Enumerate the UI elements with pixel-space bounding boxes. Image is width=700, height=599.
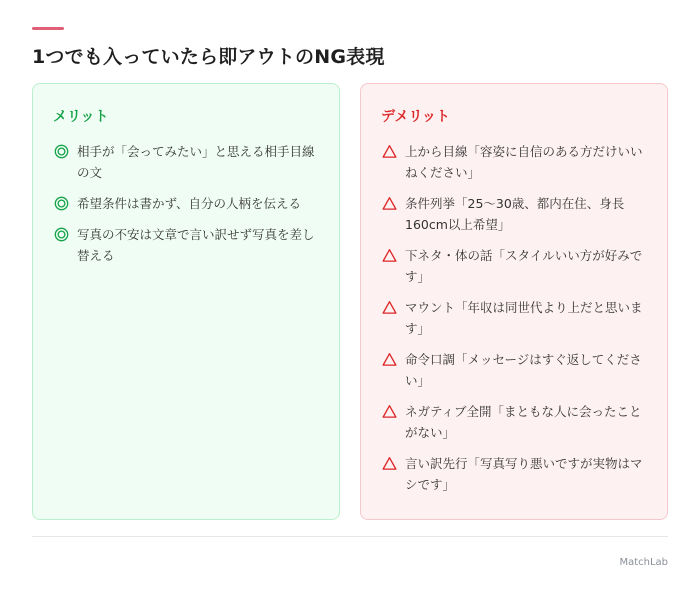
- footer-divider: [32, 536, 668, 537]
- demerit-item-text: ネガティブ全開「まともな人に会ったことがない」: [405, 404, 642, 440]
- merit-item-text: 希望条件は書かず、自分の人柄を伝える: [77, 196, 302, 211]
- demerit-item: [381, 245, 647, 287]
- demerit-item: [381, 349, 647, 391]
- double-circle-icon: [53, 224, 69, 245]
- demerit-item-text: 命令口調「メッセージはすぐ返してください」: [405, 352, 642, 388]
- triangle-warning-icon: [381, 297, 397, 318]
- triangle-warning-icon: [381, 245, 397, 266]
- title-accent-bar: [32, 27, 64, 30]
- double-circle-icon: [53, 141, 69, 162]
- demerit-panel: [360, 83, 668, 520]
- page-title: 1つでも入っていたら即アウトのNG表現: [32, 46, 385, 68]
- demerit-item: [381, 453, 647, 495]
- merit-item-text: 写真の不安は文章で言い訳せず写真を差し替える: [77, 227, 315, 263]
- merit-heading: メリット: [53, 109, 109, 125]
- triangle-warning-icon: [381, 349, 397, 370]
- merit-item: [53, 224, 319, 266]
- demerit-item-text: 上から目線「容姿に自信のある方だけいいねください」: [405, 144, 643, 180]
- triangle-warning-icon: [381, 401, 397, 422]
- demerit-item: [381, 141, 647, 183]
- brand-label: MatchLab: [619, 557, 668, 568]
- merit-panel: [32, 83, 340, 520]
- demerit-item-text: マウント「年収は同世代より上だと思います」: [405, 300, 643, 336]
- double-circle-icon: [53, 193, 69, 214]
- demerit-item-text: 下ネタ・体の話「スタイルいい方が好みです」: [405, 248, 643, 284]
- merit-item: [53, 193, 319, 214]
- demerit-heading: デメリット: [381, 109, 450, 125]
- triangle-warning-icon: [381, 453, 397, 474]
- merit-item-text: 相手が「会ってみたい」と思える相手目線の文: [77, 144, 315, 180]
- triangle-warning-icon: [381, 141, 397, 162]
- demerit-item: [381, 297, 647, 339]
- demerit-item: [381, 193, 647, 235]
- demerit-item-text: 言い訳先行「写真写り悪いですが実物はマシです」: [405, 456, 643, 492]
- demerit-item: [381, 401, 647, 443]
- merit-list: [53, 141, 319, 266]
- merit-item: [53, 141, 319, 183]
- demerit-list: [381, 141, 647, 495]
- demerit-item-text: 条件列挙「25〜30歳、都内在住、身長160cm以上希望」: [405, 196, 625, 232]
- triangle-warning-icon: [381, 193, 397, 214]
